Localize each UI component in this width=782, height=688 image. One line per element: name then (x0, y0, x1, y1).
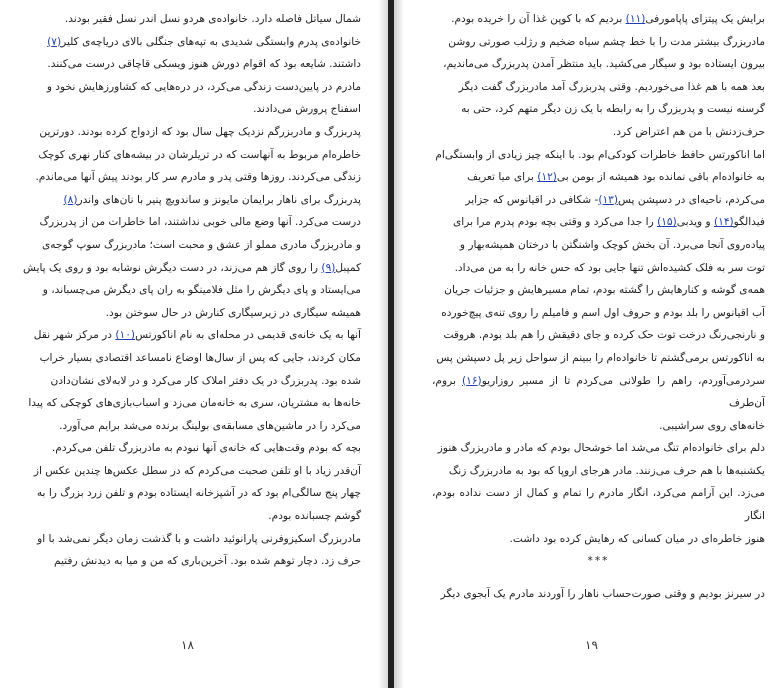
text-line: کمپبل(۹) را روی گاز هم می‌زند، در دست دیگرش نوشابه بود و روی یک پایش (23, 261, 361, 274)
text-line: خانه‌های روی سراشیبی. (659, 419, 765, 432)
text-line: می‌ایستاد و پای دیگرش را مثل فلامینگو به ران پای دیگرش می‌چسباند، و (42, 284, 361, 297)
text-line: حرف زد. دچار توهم شده بود. آخرین‌باری که من و میا به دیدنش رفتیم (53, 555, 361, 568)
footnote-link[interactable]: (۱۰) (115, 329, 136, 342)
text-line: مادرم در پایین‌دست زندگی می‌کرد، در دره‌هایی که کشاورزهایش نخود و (46, 80, 361, 93)
footnote-link[interactable]: (۱۴) (714, 216, 734, 229)
text-line: شده بود. پدربزرگ در یک دفتر املاک کار می‌کرد و در لابه‌لای نشان‌دادن (50, 374, 361, 387)
text-line: همه‌ی گوشه و کنارهایش را گشته بودم، تمام مسیرهایش و جزئیات جریان (444, 284, 765, 297)
text-line: برایش یک پیتزای پاپامورفی(۱۱) بردیم که با کوپن غذا آن را خریده بودم. (451, 13, 765, 25)
text-line: درست می‌کرد. آنها وضع مالی خوبی نداشتند، اما خاطرات من از پدربزرگ (39, 216, 361, 229)
text-line: می‌زد. این آرامم می‌کرد، انگار مادرم را تمام و کمال از دست نداده بودم، انگار (432, 487, 765, 523)
text-line: اما اناکورتس حافظ خاطرات کودکی‌ام بود. با اینکه چیز زیادی از وابستگی‌ام (435, 148, 765, 161)
text-line: و مادربزرگ مادری مملو از عشق و محبت است؛ مادربزرگ سوپ گوجه‌ی (41, 238, 361, 251)
right-page-number: ۱۹ (585, 638, 598, 652)
text-line: همیشه سیگاری در زیرسیگاری کنارش در حال سوختن بود. (105, 306, 361, 319)
text-line: آنها به یک خانه‌ی قدیمی در محله‌ای به نام اناکورتس(۱۰) در مرکز شهر نقل (33, 329, 361, 342)
text-line: هنوز خاطره‌ای در میان کسانی که رهایش کرده بود داشت. (509, 532, 765, 545)
footnote-link[interactable]: (۱۲) (537, 171, 557, 184)
text-line: توت سر به فلک کشیده‌اش تنها جایی بود که حس خانه را به من می‌داد. (454, 261, 765, 274)
right-page-last-line: در سیرنز بودیم و وقتی صورت‌حساب ناهار را آوردند مادرم یک آبجوی دیگر (440, 588, 765, 600)
left-page (0, 0, 375, 688)
text-line: پدربزرگ برای ناهار برایمان مایونز و ساندویچ پنیر با نان‌های واندر(۸) (63, 193, 361, 206)
right-page-text (432, 8, 765, 573)
text-line: حرف‌زدنش با من هم اعتراض کرد. (612, 125, 765, 138)
right-page (404, 0, 779, 688)
text-line: خاطره‌ام مربوط به آنهاست که در تریلرشان در بیشه‌های کنار نهری کوچک (38, 148, 361, 161)
left-page-number: ۱۸ (181, 638, 194, 652)
footnote-link[interactable]: (۹) (321, 261, 336, 274)
text-line: به خانواده‌ام باقی نمانده بود همیشه از بومن بی(۱۲) برای میا تعریف (467, 171, 765, 184)
text-line: اسفناج پرورش می‌دادند. (253, 103, 361, 116)
text-line: چهار پنج سالگی‌ام بود که در آشپزخانه ایستاده بودم و تلفن زرد بزرگ را به (36, 487, 361, 500)
text-line: پدربزرگ و مادربزرگم نزدیک چهل سال بود که ازدواج کرده بودند. دورترین (39, 125, 361, 138)
text-line: داشتند. شایعه بود که اقوام دورش هنوز ویسکی قاچاقی درست می‌کنند. (47, 58, 361, 71)
text-line: زندگی می‌کردند. روزها وقتی پدر و مادرم سر کار بودند پیش آنها می‌ماندم. (35, 171, 361, 184)
text-line: و نارنجی‌رنگ درخت توت حک کرده و جای دقیقش را هم بلد بودم. هروقت (443, 329, 765, 342)
text-line: گوشم چسبانده بودم. (268, 510, 361, 523)
text-line: گرسنه نیست و پدربزرگ را به رابطه با یک زن دیگر متهم کرد، حتی به (461, 103, 765, 116)
text-line: آن‌قدر زیاد با او تلفن صحبت می‌کردم که در سطل عکس‌ها چندین عکس از (33, 464, 361, 477)
text-line: شمال سیاتل فاصله دارد. خانواده‌ی هردو نسل اندر نسل فقیر بودند. (64, 13, 361, 25)
text-line: پیاده‌روی آنجا می‌برد. آن بخش کوچک واشنگتن با درختان همیشه‌بهار و (459, 238, 765, 251)
text-line: آب اقیانوس را بلد بودم و حروف اول اسم و فامیلم را روی تنه‌ی پیچ‌خورده (441, 306, 765, 319)
footnote-link[interactable]: (۱۵) (657, 216, 677, 229)
text-line: مادربزرگ بیشتر مدت را با خط چشم سیاه ضخیم و رژلب صورتی روشن (448, 35, 765, 48)
section-separator: *** (587, 555, 610, 568)
text-line: خانه‌ها به مشتریان، سری به خانه‌مان می‌زد و اسباب‌بازی‌های کوچکی که پیدا (28, 397, 361, 410)
footnote-link[interactable]: (۱۱) (625, 13, 646, 25)
left-page-text (18, 8, 361, 573)
gutter-shadow-right (394, 0, 404, 688)
text-line: بعد همه با هم غذا می‌خوردیم. وقتی پدربزرگ آمد مادربزرگ گفت دیگر (458, 80, 765, 93)
gutter-shadow-left (378, 0, 388, 688)
text-line: بیرون ایستاده بود و سیگار می‌کشید. باید منتظر آمدن پدربزرگ می‌ماندیم، (443, 58, 765, 71)
text-line: فیدالگو(۱۴) و ویدبی(۱۵) را جدا می‌کرد و وقتی بچه بودم پدرم مرا برای (453, 216, 765, 229)
text-line: می‌کرد را در ماشین‌های مسابقه‌ی بولینگ برنده می‌شد برایم می‌آورد. (59, 419, 361, 432)
text-line: یکشنبه‌ها با هم حرف می‌زنند. مادر هرجای اروپا که بود به مادربزرگ زنگ (448, 464, 765, 477)
footnote-link[interactable]: (۷) (47, 35, 62, 48)
text-line: خانواده‌ی پدرم وابستگی شدیدی به تپه‌های جنگلی بالای دریاچه‌ی کلیر(۷) (47, 35, 361, 48)
text-line: سردرمی‌آوردم، راهم را طولانی می‌کردم تا از مسیر روزاریو(۱۶) بروم، آن‌طرف (432, 374, 765, 410)
text-line: مادربزرگ اسکیزوفرنی پارانوئید داشت و با گذشت زمان دیگر نمی‌شد با او (37, 532, 361, 545)
footnote-link[interactable]: (۸) (63, 193, 78, 206)
text-line: بچه که بودم وقت‌هایی که خانه‌ی آنها نبودم به مادربزرگ تلفن می‌کردم. (51, 442, 361, 455)
text-line: دلم برای خانواده‌ام تنگ می‌شد اما خوشحال بودم که مادر و مادربزرگ هنوز (437, 442, 765, 455)
text-line: می‌کردم، ناحیه‌ای در دسپشن پس(۱۳)- شکافی در اقیانوس که جزایر (465, 193, 765, 206)
footnote-link[interactable]: (۱۶) (462, 374, 482, 387)
text-line: مکان کردند، جایی که پس از سال‌ها اوضاع نامساعد اقتصادی بسیار خراب (39, 351, 361, 364)
text-line: به اناکورتس برمی‌گشتم تا خانواده‌ام را ببینم از سواحل زیر پل دسپشن پس (436, 351, 765, 364)
footnote-link[interactable]: (۱۳) (598, 193, 618, 206)
